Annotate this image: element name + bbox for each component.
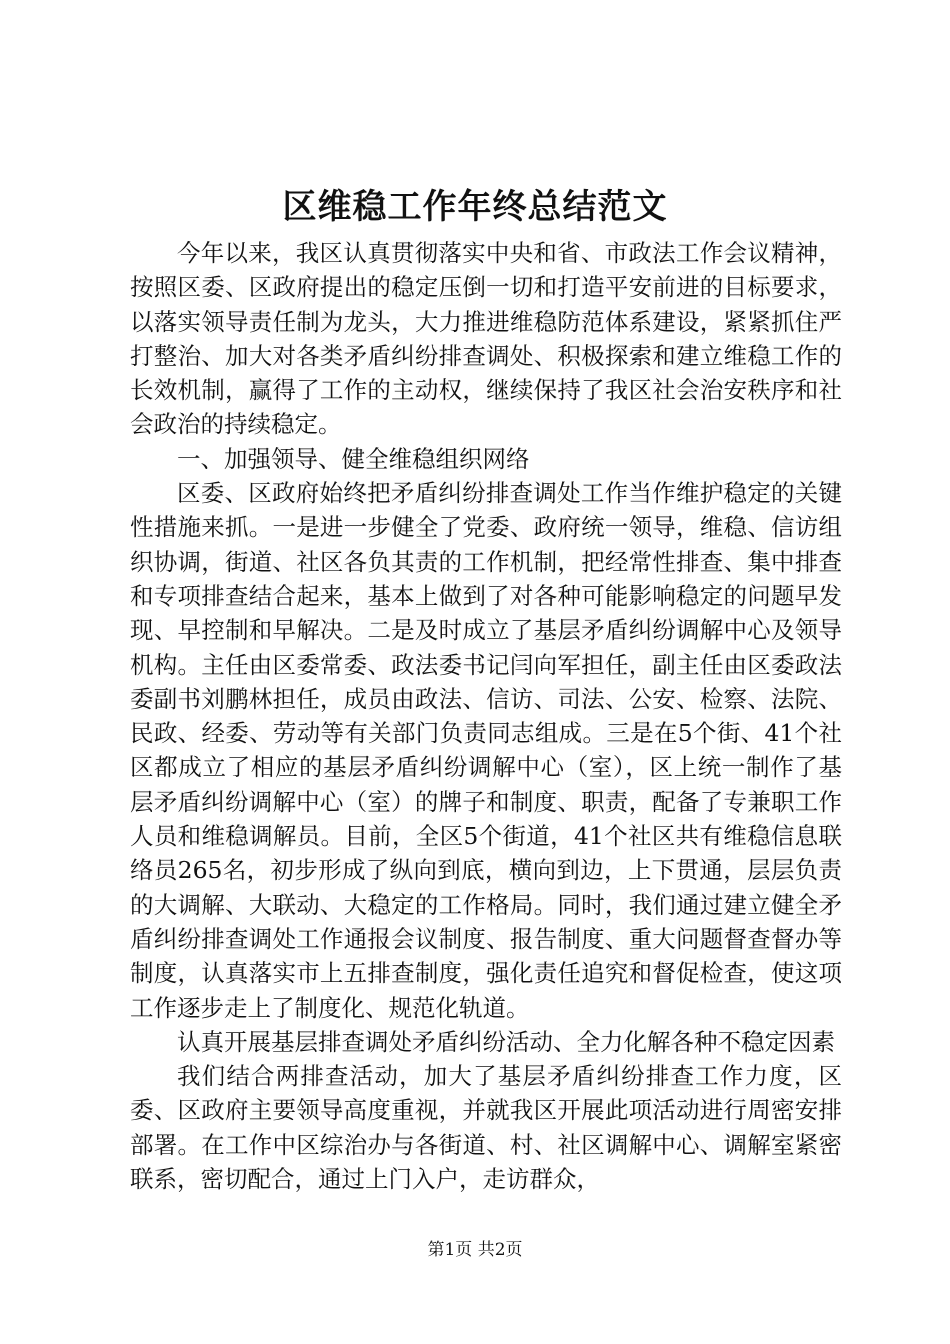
document-body (130, 236, 842, 1196)
paragraph-intro: 今年以来，我区认真贯彻落实中央和省、市政法工作会议精神，按照区委、区政府提出的稳定压倒一切和打造平安前进的目标要求，以落实领导责任制为龙头，大力推进维稳防范体系建设，紧紧抓住严打整治、加大对各类矛盾纠纷排查调处、积极探索和建立维稳工作的长效机制，赢得了工作的主动权，继续保持了我区社会治安秩序和社会政治的持续稳定。 (130, 239, 842, 439)
page-number-footer: 第1页 共2页 (427, 1240, 523, 1260)
document-title: 区维稳工作年终总结范文 (282, 187, 668, 227)
section-heading-1: 一、加强领导、健全维稳组织网络 (177, 444, 530, 473)
paragraph-section-1: 区委、区政府始终把矛盾纠纷排查调处工作当作维护稳定的关键性措施来抓。一是进一步健全了党委、政府统一领导，维稳、信访组织协调，街道、社区各负其责的工作机制，把经常性排查、集中排查和专项排查结合起来，基本上做到了对各种可能影响稳定的问题早发现、早控制和早解决。二是及时成立了基层矛盾纠纷调解中心及领导机构。主任由区委常委、政法委书记闫向军担任，副主任由区委政法委副书刘鹏林担任，成员由政法、信访、司法、公安、检察、法院、民政、经委、劳动等有关部门负责同志组成。三是在5个街、41个社区都成立了相应的基层矛盾纠纷调解中心（室），区上统一制作了基层矛盾纠纷调解中心（室）的牌子和制度、职责，配备了专兼职工作人员和维稳调解员。目前，全区5个街道，41个社区共有维稳信息联络员265名，初步形成了纵向到底，横向到边，上下贯通，层层负责的大调解、大联动、大稳定的工作格局。同时，我们通过建立健全矛盾纠纷排查调处工作通报会议制度、报告制度、重大问题督查督办等制度，认真落实市上五排查制度，强化责任追究和督促检查，使这项工作逐步走上了制度化、规范化轨道。 (130, 479, 842, 1022)
section-heading-2: 认真开展基层排查调处矛盾纠纷活动、全力化解各种不稳定因素 (177, 1027, 835, 1056)
paragraph-section-2: 我们结合两排查活动，加大了基层矛盾纠纷排查工作力度，区委、区政府主要领导高度重视，并就我区开展此项活动进行周密安排部署。在工作中区综治办与各街道、村、社区调解中心、调解室紧密联系，密切配合，通过上门入户，走访群众， (130, 1062, 842, 1194)
